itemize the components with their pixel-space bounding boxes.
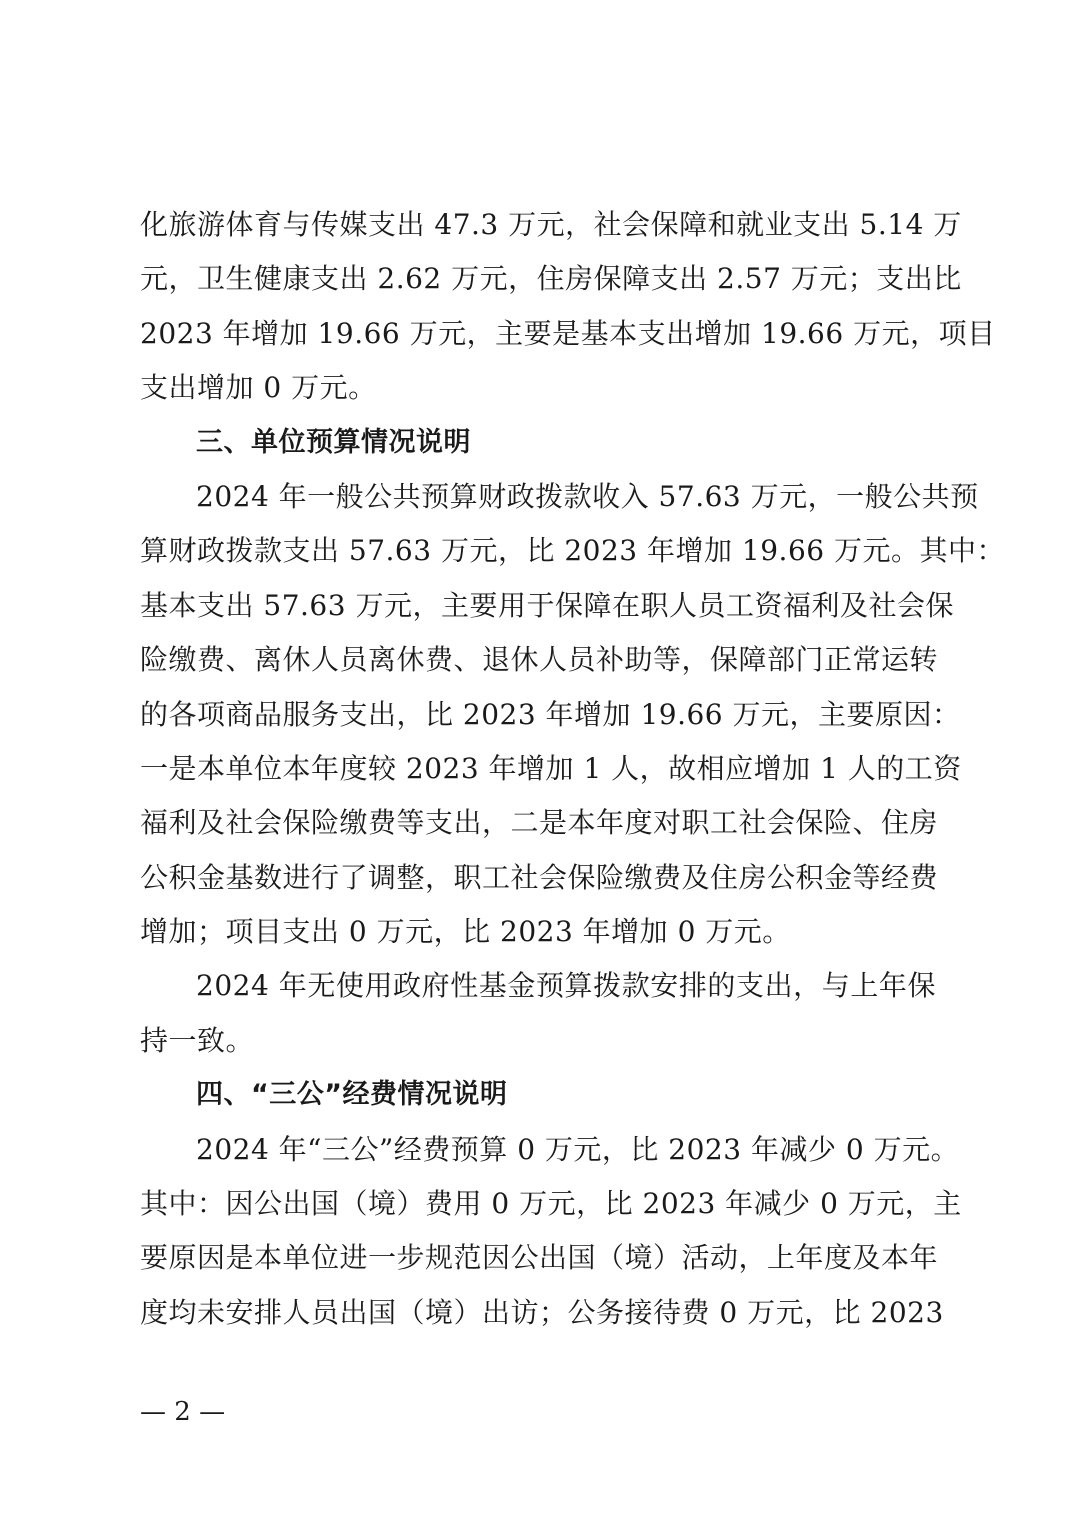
- section-heading: 三、单位预算情况说明: [196, 426, 471, 458]
- text-line: 福利及社会保险缴费等支出，二是本年度对职工社会保险、住房: [140, 806, 939, 840]
- text-line: 算财政拨款支出 57.63 万元，比 2023 年增加 19.66 万元。其中：: [140, 534, 1005, 568]
- text-line: 2024 年无使用政府性基金预算拨款安排的支出，与上年保: [196, 969, 936, 1003]
- text-line: 持一致。: [140, 1023, 255, 1057]
- text-line: 元，卫生健康支出 2.62 万元，住房保障支出 2.57 万元；支出比: [140, 262, 962, 296]
- text-line: 险缴费、离休人员离休费、退休人员补助等，保障部门正常运转: [140, 643, 939, 677]
- text-line: 基本支出 57.63 万元，主要用于保障在职人员工资福利及社会保: [140, 588, 954, 622]
- body-text: [140, 198, 1005, 1340]
- text-line: 度均未安排人员出国（境）出访；公务接待费 0 万元，比 2023: [140, 1295, 944, 1329]
- text-line: 2024 年一般公共预算财政拨款收入 57.63 万元，一般公共预: [196, 479, 979, 513]
- text-line: 2023 年增加 19.66 万元，主要是基本支出增加 19.66 万元，项目: [140, 316, 996, 350]
- page-number: — 2 —: [140, 1397, 226, 1427]
- text-line: 公积金基数进行了调整，职工社会保险缴费及住房公积金等经费: [140, 860, 939, 894]
- text-line: 一是本单位本年度较 2023 年增加 1 人，故相应增加 1 人的工资: [140, 751, 962, 785]
- text-line: 其中：因公出国（境）费用 0 万元，比 2023 年减少 0 万元，主: [140, 1187, 962, 1221]
- text-line: 要原因是本单位进一步规范因公出国（境）活动，上年度及本年: [140, 1241, 939, 1275]
- text-line: 的各项商品服务支出，比 2023 年增加 19.66 万元，主要原因：: [140, 697, 961, 731]
- text-line: 支出增加 0 万元。: [140, 371, 377, 405]
- text-line: 2024 年“三公”经费预算 0 万元，比 2023 年减少 0 万元。: [196, 1132, 960, 1166]
- text-line: 增加；项目支出 0 万元，比 2023 年增加 0 万元。: [140, 915, 791, 949]
- section-heading: 四、“三公”经费情况说明: [196, 1079, 508, 1111]
- text-line: 化旅游体育与传媒支出 47.3 万元，社会保障和就业支出 5.14 万: [140, 208, 962, 241]
